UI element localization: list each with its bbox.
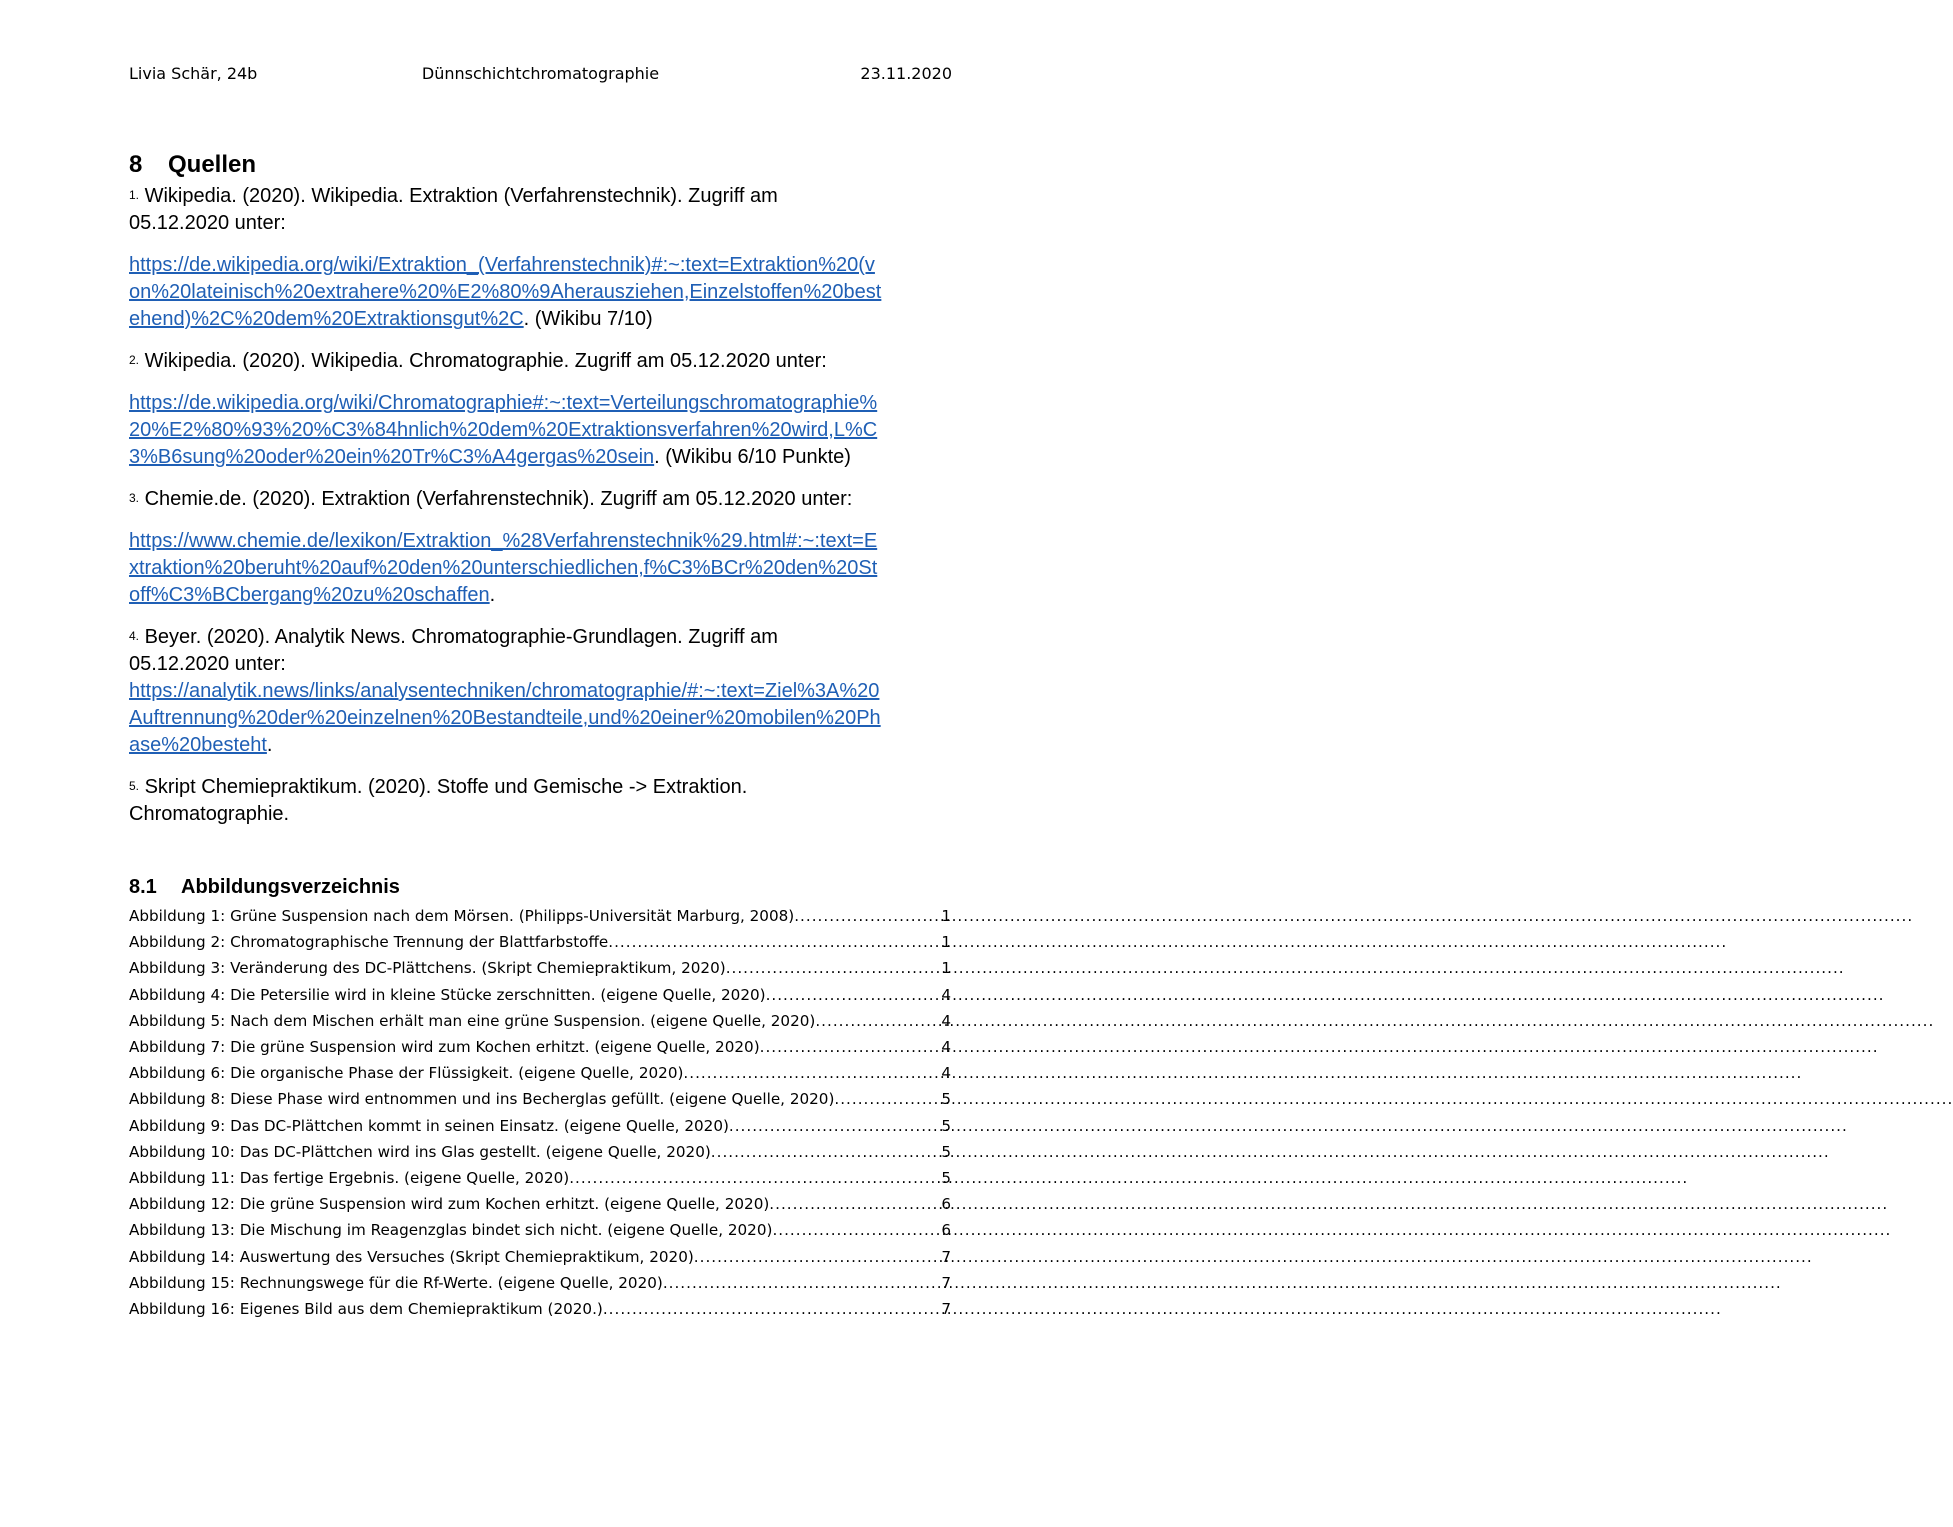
subsection-number: 8.1 [129,876,157,898]
reference-trailing: . (Wikibu 6/10 Punkte) [654,446,851,468]
reference-number: 3. [129,491,140,505]
reference-text: 05.12.2020 unter: [129,212,286,234]
reference-url-line[interactable]: https://de.wikipedia.org/wiki/Chromatographie#:~:text=Verteilungschromatographie% [129,392,878,414]
figure-page: 4 [941,1038,951,1057]
figure-label: Abbildung 14: Auswertung des Versuches (Skript Chemiepraktikum, 2020) [129,1247,694,1266]
dot-leader [769,1191,938,1217]
dot-leader [794,903,938,929]
figure-entry[interactable] [129,1296,951,1322]
figure-label: Abbildung 1: Grüne Suspension nach dem Mörsen. (Philipps-Universität Marburg, 2008) [129,907,795,925]
figure-page: 5 [941,1116,951,1135]
subsection-title: Abbildungsverzeichnis [181,876,400,898]
figure-label: Abbildung 3: Veränderung des DC-Plättchens. (Skript Chemiepraktikum, 2020) [129,959,726,978]
figure-entry[interactable] [129,1270,951,1296]
reference-url-line[interactable]: 3%B6sung%20oder%20ein%20Tr%C3%A4gergas%20sein [129,446,655,468]
figure-entry[interactable] [129,1034,951,1060]
figure-label: Abbildung 5: Nach dem Mischen erhält man eine grüne Suspension. (eigene Quelle, 2020) [129,1011,816,1030]
reference-trailing: . [266,734,273,756]
figure-entry[interactable] [129,1217,951,1243]
reference-item [129,348,959,471]
reference-link[interactable] [129,390,959,471]
figure-entry[interactable] [129,1244,951,1270]
dot-leader [815,1008,938,1034]
reference-item [129,774,959,828]
reference-url-line[interactable]: Auftrennung%20der%20einzelnen%20Bestandteile,und%20einer%20mobilen%20Ph [129,707,881,729]
figure-label: Abbildung 7: Die grüne Suspension wird zum Kochen erhitzt. (eigene Quelle, 2020) [129,1038,760,1057]
figure-entry[interactable] [129,929,951,955]
figure-page: 7 [941,1247,951,1266]
figure-label: Abbildung 9: Das DC-Plättchen kommt in seinen Einsatz. (eigene Quelle, 2020) [129,1116,729,1135]
reference-item [129,486,959,609]
reference-url-line[interactable]: https://analytik.news/links/analysentechniken/chromatographie/#:~:text=Ziel%3A%20 [129,680,880,702]
figure-index [129,903,951,1322]
figure-label: Abbildung 8: Diese Phase wird entnommen und ins Becherglas gefüllt. (eigene Quelle, 2020) [129,1090,835,1109]
header-topic: Dünnschichtchromatographie [421,64,660,83]
figure-entry[interactable] [129,982,951,1008]
reference-trailing: . (Wikibu 7/10) [523,308,653,330]
reference-link[interactable] [129,678,959,759]
figure-page: 6 [941,1221,951,1240]
figure-page: 6 [941,1195,951,1214]
reference-text: Wikipedia. (2020). Wikipedia. Extraktion (Verfahrenstechnik). Zugriff am [144,185,778,207]
figure-entry[interactable] [129,1113,951,1139]
reference-url-line[interactable]: ehend)%2C%20dem%20Extraktionsgut%2C [129,308,524,330]
figure-entry[interactable] [129,1191,951,1217]
reference-url-line[interactable]: https://www.chemie.de/lexikon/Extraktion_%28Verfahrenstechnik%29.html#:~:text=E [129,530,878,552]
reference-item [129,183,959,333]
reference-url-line[interactable]: ase%20besteht [129,734,267,756]
figure-page: 4 [941,1064,951,1083]
figure-label: Abbildung 16: Eigenes Bild aus dem Chemiepraktikum (2020.) [129,1300,603,1319]
section-title: Quellen [168,151,257,178]
header-date: 23.11.2020 [860,64,952,83]
figure-page: 5 [941,1142,951,1161]
figure-label: Abbildung 11: Das fertige Ergebnis. (eigene Quelle, 2020) [129,1169,570,1188]
dot-leader [766,982,939,1008]
figure-page: 7 [941,1273,951,1292]
figure-label: Abbildung 15: Rechnungswege für die Rf-Werte. (eigene Quelle, 2020) [129,1273,663,1292]
dot-leader [711,1139,939,1165]
section-number: 8 [129,151,143,178]
section-heading [129,151,256,179]
dot-leader [694,1244,939,1270]
figure-page: 1 [941,907,951,925]
reference-url-line[interactable]: https://de.wikipedia.org/wiki/Extraktion_(Verfahrenstechnik)#:~:text=Extraktion%20(v [129,254,875,276]
subsection-heading [129,876,400,899]
reference-url-line[interactable]: on%20lateinisch%20extrahere%20%E2%80%9Aherausziehen,Einzelstoffen%20best [129,281,882,303]
figure-page: 5 [941,1169,951,1188]
reference-number: 2. [129,353,140,367]
dot-leader [834,1086,938,1112]
dot-leader [760,1034,939,1060]
reference-number: 4. [129,629,140,643]
figure-entry[interactable] [129,1086,951,1112]
reference-text: Beyer. (2020). Analytik News. Chromatographie-Grundlagen. Zugriff am [144,626,778,648]
figure-entry[interactable] [129,1008,951,1034]
reference-text: 05.12.2020 unter: [129,653,286,675]
header-author: Livia Schär, 24b [129,64,258,83]
figure-label: Abbildung 13: Die Mischung im Reagenzglas bindet sich nicht. (eigene Quelle, 2020) [129,1221,773,1240]
figure-entry[interactable] [129,1139,951,1165]
reference-text: Skript Chemiepraktikum. (2020). Stoffe und Gemische -> Extraktion. [144,776,748,798]
dot-leader [603,1296,938,1322]
figure-page: 4 [941,1011,951,1030]
figure-label: Abbildung 12: Die grüne Suspension wird zum Kochen erhitzt. (eigene Quelle, 2020) [129,1195,770,1214]
dot-leader [663,1270,939,1296]
figure-entry[interactable] [129,903,951,929]
reference-item [129,624,959,759]
figure-page: 4 [941,985,951,1004]
figure-page: 1 [941,933,951,952]
figure-label: Abbildung 6: Die organische Phase der Flüssigkeit. (eigene Quelle, 2020) [129,1064,684,1083]
figure-label: Abbildung 4: Die Petersilie wird in kleine Stücke zerschnitten. (eigene Quelle, 2020) [129,985,766,1004]
reference-url-line[interactable]: off%C3%BCbergang%20zu%20schaffen [129,584,490,606]
figure-label: Abbildung 2: Chromatographische Trennung der Blattfarbstoffe [129,933,609,952]
figure-page: 5 [941,1090,951,1109]
reference-url-line[interactable]: xtraktion%20beruht%20auf%20den%20unterschiedlichen,f%C3%BCr%20den%20St [129,557,878,579]
reference-text: Wikipedia. (2020). Wikipedia. Chromatographie. Zugriff am 05.12.2020 unter: [144,350,827,372]
reference-text: Chromatographie. [129,803,290,825]
figure-entry[interactable] [129,1165,951,1191]
dot-leader [729,1113,938,1139]
dot-leader [726,955,939,981]
dot-leader [569,1165,938,1191]
references-list [129,183,959,828]
reference-trailing: . [489,584,496,606]
reference-number: 1. [129,188,140,202]
dot-leader [608,929,938,955]
figure-entry[interactable] [129,1060,951,1086]
dot-leader [772,1217,938,1243]
figure-label: Abbildung 10: Das DC-Plättchen wird ins Glas gestellt. (eigene Quelle, 2020) [129,1142,711,1161]
reference-url-line[interactable]: 20%E2%80%93%20%C3%84hnlich%20dem%20Extraktionsverfahren%20wird,L%C [129,419,878,441]
dot-leader [683,1060,938,1086]
reference-link[interactable] [129,528,959,609]
reference-link[interactable] [129,252,959,333]
figure-entry[interactable] [129,955,951,981]
figure-page: 7 [941,1300,951,1319]
page-header [129,64,952,90]
reference-number: 5. [129,779,140,793]
figure-page: 1 [941,959,951,978]
reference-text: Chemie.de. (2020). Extraktion (Verfahrenstechnik). Zugriff am 05.12.2020 unter: [144,488,853,510]
